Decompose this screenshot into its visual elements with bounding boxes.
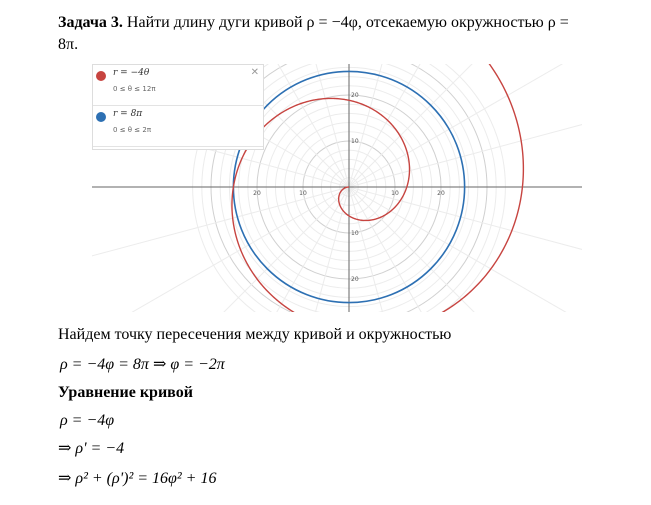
circle-equation[interactable]: r = 8π	[113, 109, 143, 119]
x-tick-label: 20	[253, 190, 261, 197]
circle-range-op: ≤ θ ≤	[119, 126, 141, 134]
equation-1: ρ = −4φ	[60, 412, 115, 429]
close-icon[interactable]: ✕	[250, 67, 259, 78]
x-tick-label: 10	[391, 190, 399, 197]
problem-label: Задача 3.	[58, 14, 123, 31]
expression-row-circle[interactable]	[93, 106, 263, 147]
problem-text-line1: Найти длину дуги кривой ρ = −4φ, отсекаемую окружностью ρ =	[122, 14, 569, 31]
expression-row-spiral[interactable]	[93, 65, 263, 106]
spiral-color-icon[interactable]	[96, 71, 106, 81]
x-tick-label: 10	[299, 190, 307, 197]
spiral-range[interactable]	[113, 85, 156, 93]
spiral-range-from[interactable]: 0	[113, 85, 118, 93]
intersection-formula: ρ = −4φ = 8π ⇒ φ = −2π	[60, 356, 225, 373]
intersection-text: Найдем точку пересечения между кривой и окружностью	[58, 326, 452, 343]
circle-color-icon[interactable]	[96, 112, 106, 122]
spiral-equation[interactable]: r = −4θ	[113, 68, 150, 78]
y-tick-label: 20	[351, 92, 359, 99]
heading-curve: Уравнение кривой	[58, 384, 193, 401]
circle-range-from[interactable]: 0	[113, 126, 118, 134]
spiral-range-to[interactable]: 12π	[142, 85, 156, 93]
y-tick-label: 10	[351, 230, 359, 237]
expression-panel[interactable]	[92, 64, 264, 150]
spiral-range-op: ≤ θ ≤	[119, 85, 141, 93]
circle-range-to[interactable]: 2π	[142, 126, 152, 134]
x-tick-label: 20	[437, 190, 445, 197]
equation-3: ⇒ ρ² + (ρ')² = 16φ² + 16	[58, 470, 217, 487]
equation-2: ⇒ ρ' = −4	[58, 440, 125, 457]
problem-statement	[58, 14, 569, 32]
circle-range[interactable]	[113, 126, 151, 134]
y-tick-label: 20	[351, 276, 359, 283]
problem-text-line2: 8π.	[58, 36, 79, 53]
y-tick-label: 10	[351, 138, 359, 145]
